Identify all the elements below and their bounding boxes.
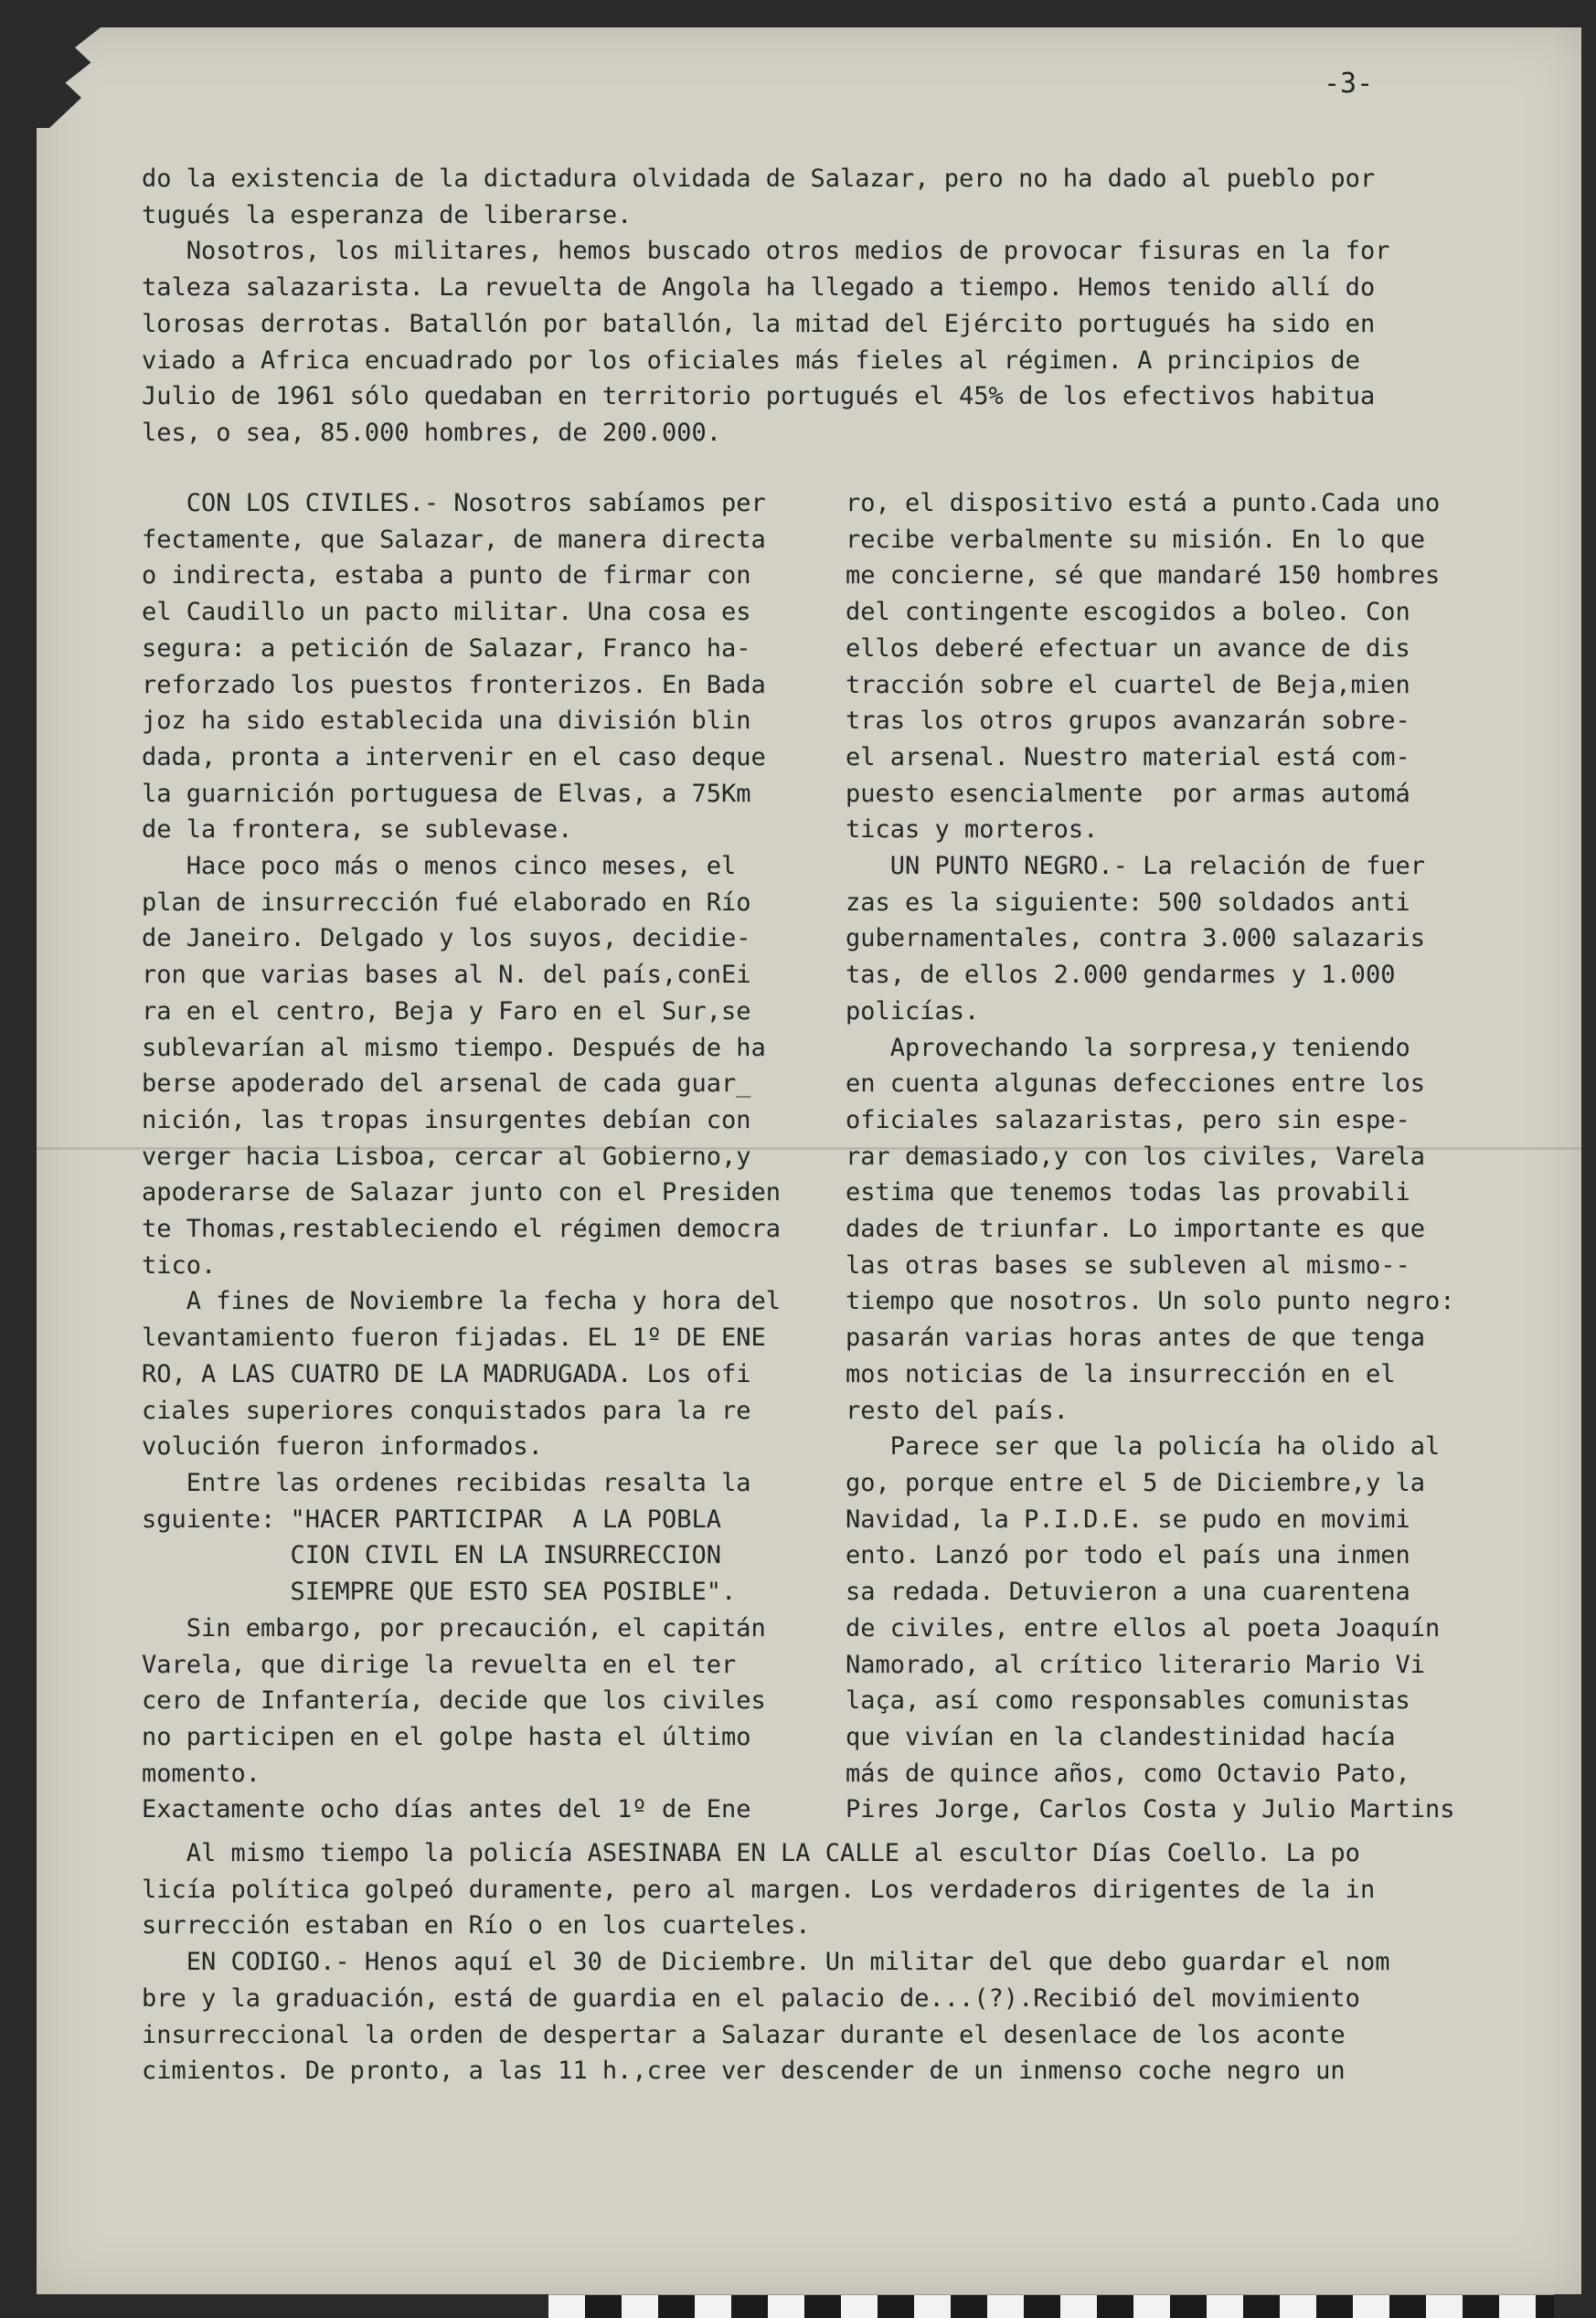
page-number: -3-: [1324, 68, 1374, 100]
right-column-text: ro, el dispositivo está a punto.Cada uno recibe verbalmente su misión. En lo que me concierne, sé que mandaré 150 hombres del contingente escogidos a boleo. Con ellos deberé efectuar un avance de dis tracción sobre el cuartel de Beja,mien tras los otros grupos avanzarán sobre- el arsenal. Nuestro material está com- puesto esencialmente por armas automá ticas y morteros. UN PUNTO NEGRO.- La relación de fuer zas es la siguiente: 500 soldados anti gubernamentales, contra 3.000 salazaris tas, de ellos 2.000 gendarmes y 1.000 policías. Aprovechando la sorpresa,y teniendo en cuenta algunas defecciones entre los oficiales salazaristas, pero sin espe- rar demasiado,y con los civiles, Varela estima que tenemos todas las provabili dades de triunfar. Lo importante es que las otras bases se subleven al mismo-- tiempo que nosotros. Un solo punto negro: pasarán varias horas antes de que tenga mos noticias de la insurrección en el resto del país. Parece ser que la policía ha olido al go, porque entre el 5 de Diciembre,y la Navidad, la P.I.D.E. se pudo en movimi ento. Lanzó por todo el país una inmen sa redada. Detuvieron a una cuarentena de civiles, entre ellos al poeta Joaquín Namorado, al crítico literario Mario Vi laça, así como responsables comunistas que vivían en la clandestinidad hacía más de quince años, como Octavio Pato, Pires Jorge, Carlos Costa y Julio Martins: [846, 489, 1455, 1824]
scale-ruler: [548, 2294, 1554, 2318]
left-column-text: CON LOS CIVILES.- Nosotros sabíamos per fectamente, que Salazar, de manera directa o indirecta, estaba a punto de firmar con el Caudillo un pacto militar. Una cosa es segura: a petición de Salazar, Franco ha- reforzado los puestos fronterizos. En Bada joz ha sido establecida una división blin dada, pronta a intervenir en el caso deque la guarnición portuguesa de Elvas, a 75Km de la frontera, se sublevase. Hace poco más o menos cinco meses, el plan de insurrección fué elaborado en Río de Janeiro. Delgado y los suyos, decidie- ron que varias bases al N. del país,conEi ra en el centro, Beja y Faro en el Sur,se sublevarían al mismo tiempo. Después de ha berse apoderado del arsenal de cada guar_ nición, las tropas insurgentes debían con verger hacia Lisboa, cercar al Gobierno,y apoderarse de Salazar junto con el Presiden te Thomas,restableciendo el régimen democra tico. A fines de Noviembre la fecha y hora del levantamiento fueron fijadas. EL 1º DE ENE RO, A LAS CUATRO DE LA MADRUGADA. Los ofi ciales superiores conquistados para la re volución fueron informados. Entre las ordenes recibidas resalta la sguiente: "HACER PARTICIPAR A LA POBLA CION CIVIL EN LA INSURRECCION SIEMPRE QUE ESTO SEA POSIBLE". Sin embargo, por precaución, el capitán Varela, que dirige la revuelta en el ter cero de Infantería, decide que los civiles no participen en el golpe hasta el último momento. Exactamente ocho días antes del 1º de Ene: [142, 489, 781, 1824]
intro-paragraph: do la existencia de la dictadura olvidada de Salazar, pero no ha dado al pueblo por tugués la esperanza de liberarse. Nosotros, los militares, hemos buscado otros medios de provocar fisuras en la for taleza salazarista. La revuelta de Angola ha llegado a tiempo. Hemos tenido allí do lorosas derrotas. Batallón por batallón, la mitad del Ejército portugués ha sido en viado a Africa encuadrado por los oficiales más fieles al régimen. A principios de Julio de 1961 sólo quedaban en territorio portugués el 45% de los efectivos habitua les, o sea, 85.000 hombres, de 200.000.: [142, 165, 1390, 447]
closing-paragraph: Al mismo tiempo la policía ASESINABA EN LA CALLE al escultor Días Coello. La po licía política golpeó duramente, pero al margen. Los verdaderos dirigentes de la in surrección estaban en Río o en los cuarteles. EN CODIGO.- Henos aquí el 30 de Diciembre. Un militar del que debo guardar el nom bre y la graduación, está de guardia en el palacio de...(?).Recibió del movimiento insurreccional la orden de despertar a Salazar durante el desenlace de los aconte cimientos. De pronto, a las 11 h.,cree ver descender de un inmenso coche negro un: [142, 1839, 1390, 2086]
